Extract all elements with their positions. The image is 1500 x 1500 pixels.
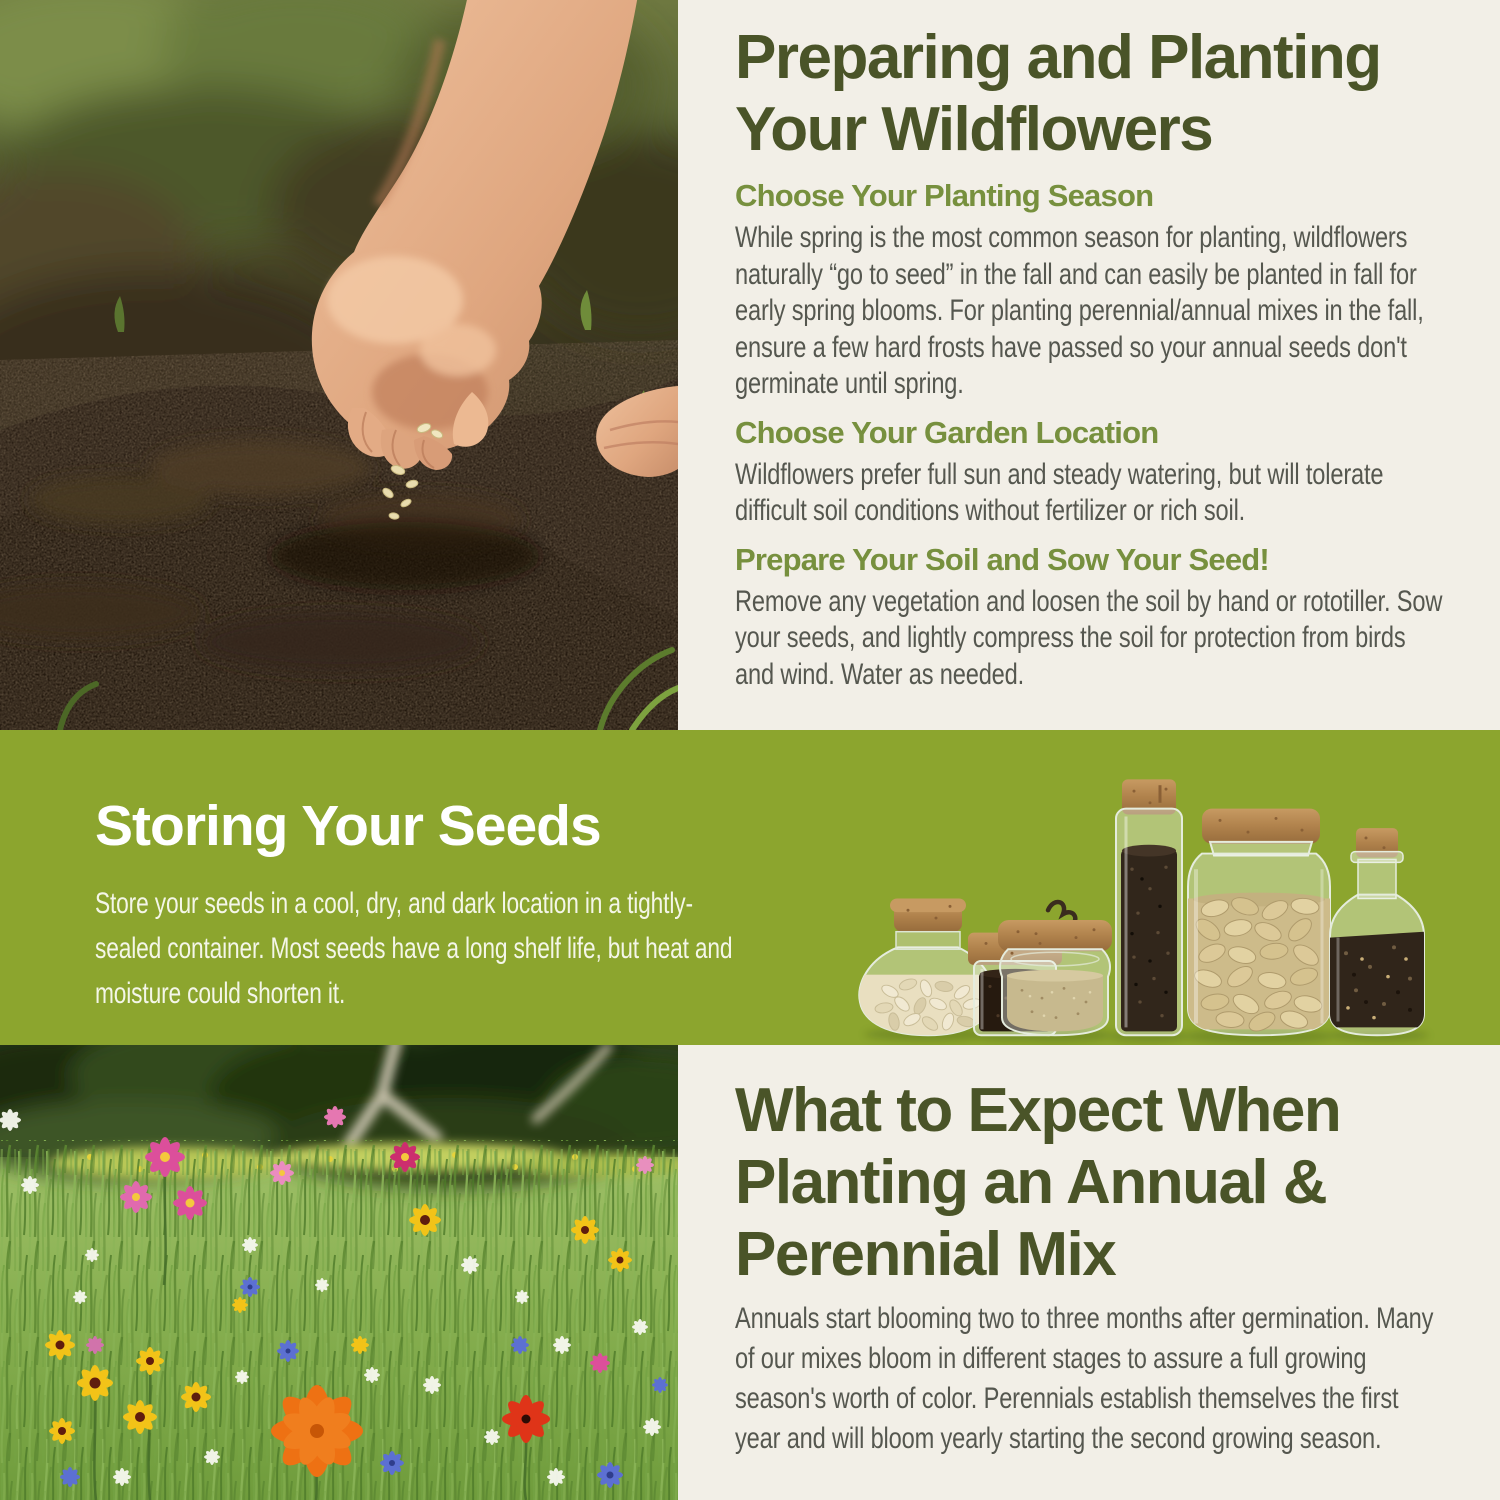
subsection-garden-location [735, 415, 1450, 530]
sowing-seeds-photo [0, 0, 678, 730]
subsection-planting-season [735, 178, 1450, 403]
jar-tall-tube [1116, 779, 1182, 1035]
expecting-title-line-2: Planting an Annual & [735, 1148, 1327, 1217]
jar-pumpkin-seeds [1188, 809, 1330, 1036]
storing-text-block [95, 795, 740, 1016]
storing-title: Storing Your Seeds [95, 794, 601, 858]
expecting-title-line-1: What to Expect When [735, 1076, 1341, 1145]
expecting-body: Annuals start blooming two to three months after germination. Many of our mixes bloom in different stages to assure a full growing season's worth of color. Perennials establish themselves the first year and will bloom yearly starting the second growing season. [735, 1302, 1434, 1455]
seed-jars-photo [850, 752, 1500, 1045]
subsection-heading: Choose Your Planting Season [735, 178, 1154, 213]
subsection-heading: Choose Your Garden Location [735, 414, 1159, 450]
subsection-heading: Prepare Your Soil and Sow Your Seed! [735, 541, 1269, 577]
preparing-title-line-2: Your Wildflowers [735, 95, 1213, 164]
wildflower-meadow-photo [0, 1045, 678, 1500]
meadow-photo-illustration [0, 1045, 678, 1500]
preparing-title [735, 22, 1450, 166]
red-poppy-flower [502, 1395, 550, 1443]
expecting-title [735, 1075, 1450, 1291]
expecting-title-line-3: Perennial Mix [735, 1220, 1116, 1289]
subsection-body: While spring is the most common season for planting, wildflowers naturally “go to seed” in the fall and can easily be planted in fall for early spring blooms. For planting perennial/annual mixes in the fall, ensure a few hard frosts have passed so your annual seeds don't germinate until spring. [735, 221, 1424, 400]
subsection-body: Wildflowers prefer full sun and steady watering, but will tolerate difficult soil conditions without fertilizer or rich soil. [735, 457, 1384, 527]
preparing-title-line-1: Preparing and Planting [735, 23, 1381, 92]
section-expectations [678, 1045, 1500, 1500]
subsection-body: Remove any vegetation and loosen the soil by hand or rototiller. Sow your seeds, and lightly compress the soil for protection from birds and wind. Water as needed. [735, 584, 1443, 691]
subsection-prepare-soil [735, 542, 1450, 694]
jar-tan-seeds [998, 902, 1112, 1035]
sowing-photo-illustration [0, 0, 678, 730]
jar-mixed-seeds [1330, 828, 1424, 1035]
seed-jars-illustration [850, 752, 1500, 1045]
section-preparing [678, 0, 1500, 730]
storing-body: Store your seeds in a cool, dry, and dark location in a tightly-sealed container. Most seeds have a long shelf life, but heat and moisture could shorten it. [95, 887, 733, 1010]
